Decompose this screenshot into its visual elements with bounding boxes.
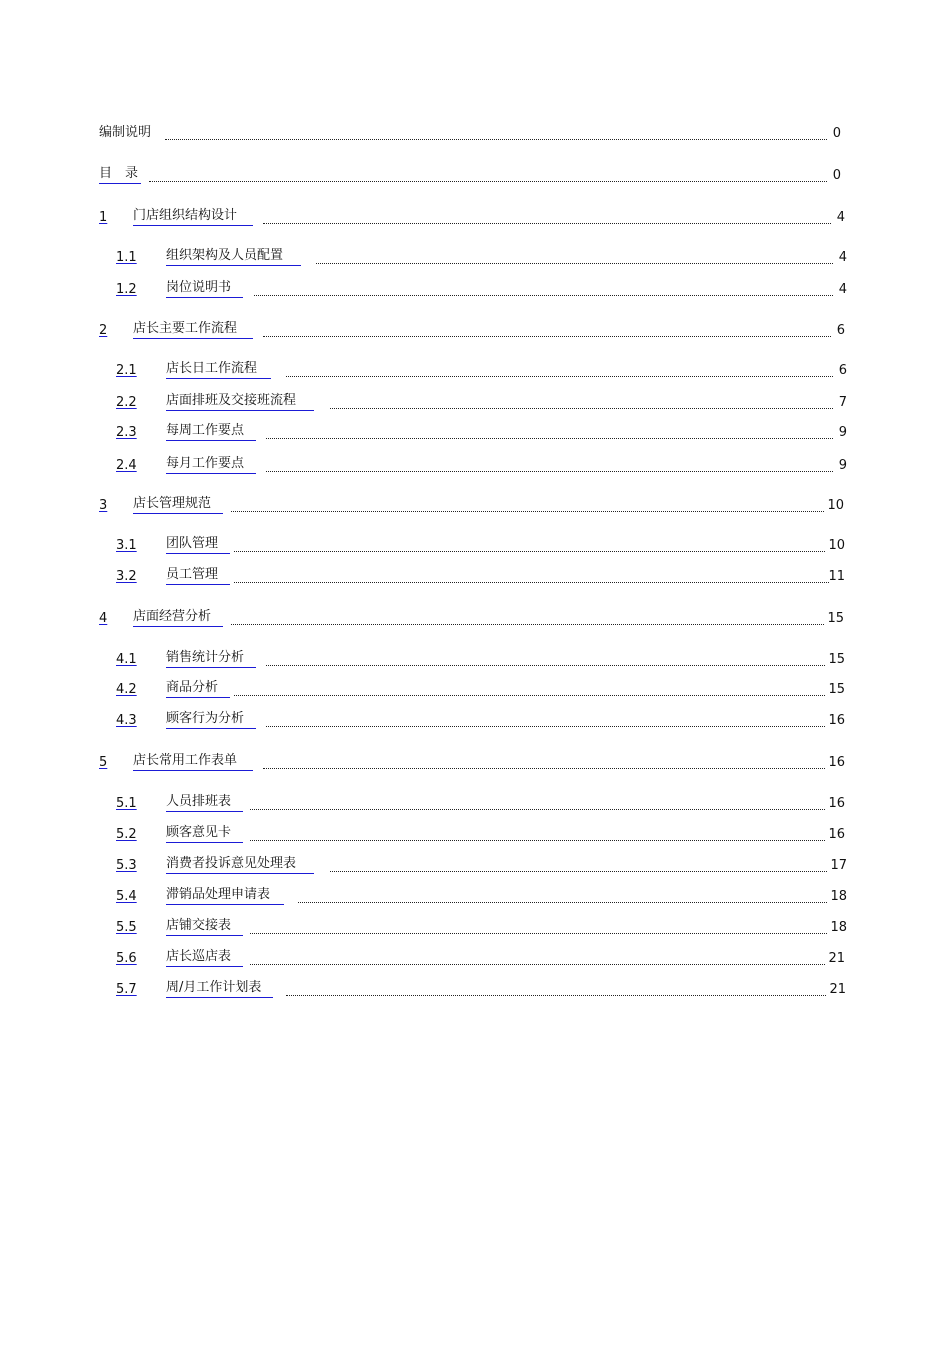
- toc-page-number: 18: [830, 920, 847, 935]
- toc-page-number: 21: [828, 951, 845, 966]
- toc-page-number: 7: [838, 395, 847, 410]
- toc-dot-leader: [263, 223, 831, 224]
- toc-entry-section-5-1[interactable]: [116, 794, 845, 814]
- toc-page-number: 11: [828, 569, 845, 584]
- toc-entry-title: 团队管理: [166, 536, 230, 554]
- toc-dot-leader: [316, 263, 833, 264]
- toc-entry-number: 3.1: [116, 538, 137, 553]
- toc-entry-section-4-2[interactable]: [116, 680, 845, 700]
- toc-entry-title: 岗位说明书: [166, 280, 243, 298]
- toc-entry-section-5-4[interactable]: [116, 887, 847, 907]
- toc-entry-number: 1.1: [116, 250, 137, 265]
- toc-entry-title: 顾客行为分析: [166, 711, 256, 729]
- toc-page-number: 17: [830, 858, 847, 873]
- toc-entry-number: 5.1: [116, 796, 137, 811]
- toc-dot-leader: [234, 695, 825, 696]
- toc-dot-leader: [330, 408, 833, 409]
- toc-dot-leader: [250, 809, 825, 810]
- toc-page-number: 15: [828, 682, 845, 697]
- toc-entry-number: 5.2: [116, 827, 137, 842]
- toc-entry-title: 组织架构及人员配置: [166, 248, 301, 266]
- toc-page-number: 4: [838, 250, 847, 265]
- toc-entry-title: 店铺交接表: [166, 918, 243, 936]
- toc-entry-title: 员工管理: [166, 567, 230, 585]
- toc-page-number: 10: [827, 498, 844, 513]
- toc-entry-number: 2.2: [116, 395, 137, 410]
- toc-dot-leader: [263, 336, 831, 337]
- toc-dot-leader: [266, 665, 825, 666]
- toc-entry-number: 5.5: [116, 920, 137, 935]
- toc-entry-title: 店长常用工作表单: [133, 753, 253, 771]
- toc-entry-number: 2.4: [116, 458, 137, 473]
- toc-entry-number: 1: [99, 210, 108, 225]
- toc-entry-title: 周/月工作计划表: [166, 980, 273, 998]
- toc-entry-number: 4.2: [116, 682, 137, 697]
- toc-entry-title: 每月工作要点: [166, 456, 256, 474]
- toc-dot-leader: [149, 181, 827, 182]
- toc-page-number: 16: [828, 827, 845, 842]
- toc-page-number: 9: [838, 425, 847, 440]
- toc-entry-chapter-2[interactable]: [99, 321, 845, 341]
- toc-entry-title: 店长日工作流程: [166, 361, 271, 379]
- toc-entry-section-5-7[interactable]: [116, 980, 846, 1000]
- toc-entry-section-4-1[interactable]: [116, 650, 845, 670]
- toc-entry-number: 1.2: [116, 282, 137, 297]
- toc-page-number: 9: [838, 458, 847, 473]
- toc-dot-leader: [286, 995, 826, 996]
- toc-dot-leader: [263, 768, 825, 769]
- toc-entry-number: 5.3: [116, 858, 137, 873]
- toc-entry-chapter-5[interactable]: [99, 753, 845, 773]
- toc-entry-chapter-3[interactable]: [99, 496, 844, 516]
- toc-page-number: 15: [827, 611, 844, 626]
- toc-page-number: 21: [829, 982, 846, 997]
- toc-entry-number: 3: [99, 498, 108, 513]
- toc-entry-chapter-4[interactable]: [99, 609, 844, 629]
- toc-page-number: 10: [828, 538, 845, 553]
- toc-entry-title: 商品分析: [166, 680, 230, 698]
- toc-dot-leader: [250, 933, 827, 934]
- toc-entry-title: 每周工作要点: [166, 423, 256, 441]
- toc-entry-title: 消费者投诉意见处理表: [166, 856, 314, 874]
- toc-entry-title: 店面排班及交接班流程: [166, 393, 314, 411]
- toc-entry-section-1-1[interactable]: [116, 248, 847, 268]
- toc-dot-leader: [231, 511, 824, 512]
- toc-entry-number: 5: [99, 755, 108, 770]
- toc-dot-leader: [266, 471, 833, 472]
- toc-entry-section-3-1[interactable]: [116, 536, 845, 556]
- toc-page-number: 16: [828, 713, 845, 728]
- toc-entry-preface[interactable]: [99, 124, 841, 144]
- toc-entry-number: 2: [99, 323, 108, 338]
- toc-entry-number: 2.1: [116, 363, 137, 378]
- toc-entry-title: 顾客意见卡: [166, 825, 243, 843]
- toc-entry-section-2-3[interactable]: [116, 423, 847, 443]
- toc-entry-section-5-6[interactable]: [116, 949, 845, 969]
- toc-dot-leader: [266, 438, 833, 439]
- toc-dot-leader: [250, 964, 825, 965]
- toc-entry-title: 店面经营分析: [133, 609, 223, 627]
- toc-page-number: 6: [838, 363, 847, 378]
- toc-entry-section-2-1[interactable]: [116, 361, 847, 381]
- toc-entry-number: 5.6: [116, 951, 137, 966]
- toc-dot-leader: [234, 551, 825, 552]
- toc-entry-title: 销售统计分析: [166, 650, 256, 668]
- toc-page-number: 15: [828, 652, 845, 667]
- toc-page-number: 6: [836, 323, 845, 338]
- toc-entry-number: 4.3: [116, 713, 137, 728]
- toc-dot-leader: [254, 295, 833, 296]
- toc-dot-leader: [231, 624, 824, 625]
- toc-entry-section-5-5[interactable]: [116, 918, 847, 938]
- toc-entry-section-4-3[interactable]: [116, 711, 845, 731]
- toc-entry-title: 店长管理规范: [133, 496, 223, 514]
- toc-entry-number: 3.2: [116, 569, 137, 584]
- toc-dot-leader: [165, 139, 827, 140]
- toc-entry-title: 店长主要工作流程: [133, 321, 253, 339]
- toc-entry-chapter-1[interactable]: [99, 208, 845, 228]
- toc-dot-leader: [298, 902, 827, 903]
- toc-page-number: 16: [828, 755, 845, 770]
- toc-entry-title: 编制说明: [99, 125, 152, 140]
- toc-entry-contents[interactable]: [99, 166, 841, 186]
- toc-dot-leader: [286, 376, 833, 377]
- toc-entry-section-2-4[interactable]: [116, 456, 847, 476]
- toc-entry-section-5-2[interactable]: [116, 825, 845, 845]
- toc-entry-section-3-2[interactable]: [116, 567, 845, 587]
- toc-entry-section-1-2[interactable]: [116, 280, 847, 300]
- toc-entry-number: 4.1: [116, 652, 137, 667]
- toc-entry-number: 5.7: [116, 982, 137, 997]
- toc-dot-leader: [234, 582, 829, 583]
- toc-entry-title: 店长巡店表: [166, 949, 243, 967]
- toc-entry-title: 门店组织结构设计: [133, 208, 253, 226]
- toc-dot-leader: [330, 871, 827, 872]
- toc-entry-section-2-2[interactable]: [116, 393, 847, 413]
- toc-page-number: 0: [832, 126, 841, 141]
- toc-page-number: 18: [830, 889, 847, 904]
- toc-dot-leader: [266, 726, 825, 727]
- toc-entry-section-5-3[interactable]: [116, 856, 847, 876]
- toc-entry-title: 滞销品处理申请表: [166, 887, 284, 905]
- toc-page-number: 16: [828, 796, 845, 811]
- toc-entry-title: 目 录: [99, 166, 141, 184]
- toc-entry-number: 5.4: [116, 889, 137, 904]
- toc-page-number: 4: [838, 282, 847, 297]
- toc-dot-leader: [250, 840, 825, 841]
- toc-entry-title: 人员排班表: [166, 794, 243, 812]
- toc-entry-number: 4: [99, 611, 108, 626]
- toc-page-number: 0: [832, 168, 841, 183]
- toc-entry-number: 2.3: [116, 425, 137, 440]
- toc-page-number: 4: [836, 210, 845, 225]
